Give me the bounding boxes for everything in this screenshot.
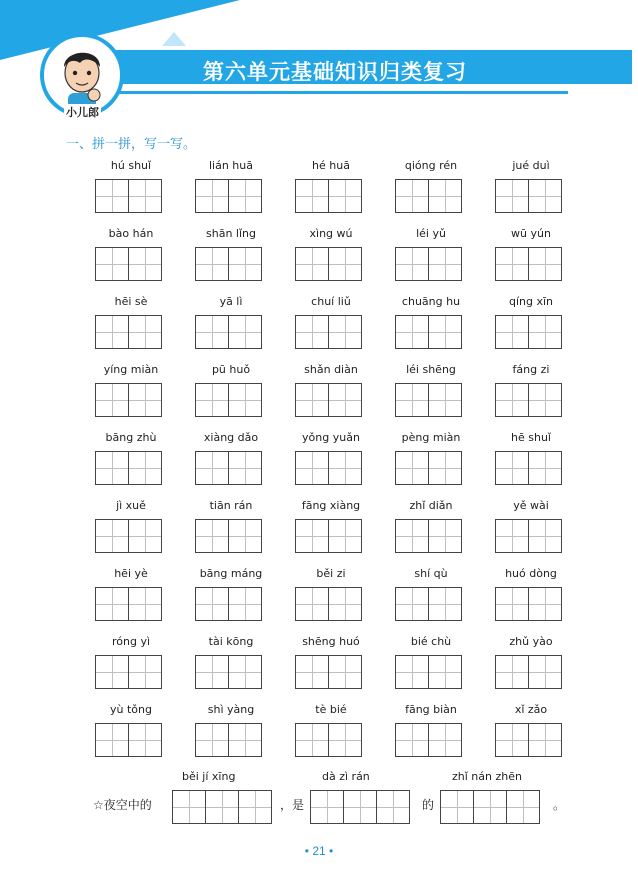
character-box[interactable] [495, 519, 529, 553]
character-box[interactable] [428, 451, 462, 485]
exercise-row [95, 428, 575, 496]
writing-boxes[interactable] [295, 723, 367, 757]
word-exercise [295, 428, 367, 485]
sentence-part-3: 的 [422, 798, 435, 812]
pinyin-label: shì yàng [207, 703, 255, 716]
pinyin-label: yǒng yuǎn [302, 431, 360, 444]
character-box[interactable] [195, 655, 229, 689]
character-box[interactable] [495, 383, 529, 417]
character-box[interactable] [495, 179, 529, 213]
pinyin-label: běi zi [316, 567, 346, 580]
word-exercise [195, 428, 267, 485]
character-box[interactable] [428, 247, 462, 281]
page-number: • 21 • [304, 844, 334, 858]
character-box[interactable] [128, 655, 162, 689]
writing-boxes[interactable] [495, 247, 567, 281]
writing-boxes[interactable] [195, 587, 267, 621]
character-box[interactable] [395, 723, 429, 757]
exercise-row [95, 360, 575, 428]
pinyin-label: jué duì [512, 159, 550, 172]
character-box[interactable] [428, 315, 462, 349]
pinyin-label: zhǔ yào [509, 635, 553, 648]
writing-boxes[interactable] [295, 451, 367, 485]
character-box[interactable] [428, 655, 462, 689]
sentence-answer-box-3[interactable] [440, 790, 539, 824]
character-box[interactable] [328, 519, 362, 553]
pinyin-label: wū yún [511, 227, 551, 240]
writing-boxes[interactable] [395, 451, 467, 485]
character-box[interactable] [128, 587, 162, 621]
word-exercise [95, 292, 167, 349]
pinyin-label: fāng xiàng [301, 499, 361, 512]
character-box[interactable] [295, 247, 329, 281]
character-box[interactable] [528, 315, 562, 349]
character-box[interactable] [128, 247, 162, 281]
exercise-row [95, 292, 575, 360]
sentence-pinyin-2: dà zì rán [322, 770, 370, 783]
writing-boxes[interactable] [495, 587, 567, 621]
character-box[interactable] [228, 723, 262, 757]
character-box[interactable] [128, 315, 162, 349]
pinyin-label: bié chù [410, 635, 452, 648]
pinyin-label: zhǐ diǎn [409, 499, 453, 512]
word-exercise [295, 224, 367, 281]
sentence-pinyin-3: zhǐ nán zhēn [452, 770, 522, 783]
word-exercise [195, 360, 267, 417]
pinyin-label: tiān rán [209, 499, 253, 512]
writing-boxes[interactable] [295, 587, 367, 621]
writing-boxes[interactable] [295, 247, 367, 281]
character-box[interactable] [95, 519, 129, 553]
word-exercise [295, 632, 367, 689]
character-box[interactable] [495, 723, 529, 757]
pinyin-label: shēng huó [302, 635, 360, 648]
writing-boxes[interactable] [95, 655, 167, 689]
word-exercise [295, 292, 367, 349]
pinyin-label: hēi sè [114, 295, 148, 308]
word-exercise [295, 156, 367, 213]
writing-boxes[interactable] [295, 655, 367, 689]
character-box[interactable] [295, 519, 329, 553]
writing-boxes[interactable] [295, 179, 367, 213]
pinyin-label: léi shēng [406, 363, 456, 376]
pinyin-label: róng yì [111, 635, 151, 648]
pinyin-label: fāng biàn [405, 703, 457, 716]
word-exercise [495, 428, 567, 485]
character-box[interactable] [395, 315, 429, 349]
word-exercise [195, 292, 267, 349]
character-box[interactable] [295, 383, 329, 417]
character-box[interactable] [395, 383, 429, 417]
word-exercise [395, 564, 467, 621]
writing-boxes[interactable] [295, 519, 367, 553]
word-exercise [395, 156, 467, 213]
word-exercise [295, 496, 367, 553]
word-exercise [195, 224, 267, 281]
word-exercise [95, 496, 167, 553]
writing-boxes[interactable] [195, 519, 267, 553]
pinyin-label: hēi yè [114, 567, 148, 580]
sentence-part-1: ☆夜空中的 [93, 798, 152, 812]
writing-boxes[interactable] [195, 247, 267, 281]
mascot-label: 小儿郎 [64, 104, 101, 120]
character-box[interactable] [228, 587, 262, 621]
bicycle-icon [124, 28, 194, 48]
exercise-row [95, 496, 575, 564]
character-box[interactable] [328, 655, 362, 689]
writing-boxes[interactable] [195, 179, 267, 213]
writing-boxes[interactable] [195, 383, 267, 417]
exercise-row [95, 700, 575, 768]
word-exercise [295, 564, 367, 621]
word-exercise [95, 428, 167, 485]
character-box[interactable] [128, 723, 162, 757]
character-box[interactable] [295, 655, 329, 689]
writing-boxes[interactable] [95, 587, 167, 621]
character-box[interactable] [428, 519, 462, 553]
writing-boxes[interactable] [95, 451, 167, 485]
character-box[interactable] [95, 247, 129, 281]
character-box[interactable] [128, 383, 162, 417]
word-exercise [195, 564, 267, 621]
exercise-row [95, 564, 575, 632]
pinyin-label: yě wài [513, 499, 549, 512]
character-box[interactable] [95, 451, 129, 485]
sentence-answer-box-1[interactable] [172, 790, 271, 824]
character-box[interactable] [395, 587, 429, 621]
writing-boxes[interactable] [495, 315, 567, 349]
character-box[interactable] [195, 247, 229, 281]
word-exercise [195, 156, 267, 213]
writing-boxes[interactable] [395, 519, 467, 553]
writing-boxes[interactable] [95, 519, 167, 553]
character-box[interactable] [328, 247, 362, 281]
pinyin-label: chuāng hu [401, 295, 461, 308]
word-exercise [395, 292, 467, 349]
pinyin-writing-grid [95, 156, 575, 768]
pinyin-label: léi yǔ [416, 227, 446, 240]
character-box[interactable] [328, 723, 362, 757]
character-box[interactable] [295, 587, 329, 621]
character-box[interactable] [328, 383, 362, 417]
pinyin-label: hú shuǐ [110, 159, 152, 172]
pinyin-label: lián huā [208, 159, 253, 172]
character-box[interactable] [528, 587, 562, 621]
character-box[interactable] [295, 315, 329, 349]
character-box[interactable] [128, 179, 162, 213]
sentence-part-4: 。 [553, 798, 566, 812]
boy-mascot-icon [44, 37, 120, 113]
pinyin-label: xìng wú [309, 227, 353, 240]
word-exercise [495, 700, 567, 757]
word-exercise [395, 428, 467, 485]
pinyin-label: yù tǒng [110, 703, 152, 716]
character-box[interactable] [528, 519, 562, 553]
pinyin-label: yā lì [219, 295, 243, 308]
word-exercise [295, 700, 367, 757]
pinyin-label: qíng xīn [508, 295, 554, 308]
pinyin-label: chuí liǔ [311, 295, 351, 308]
character-box[interactable] [195, 723, 229, 757]
character-box[interactable] [428, 587, 462, 621]
pinyin-label: bào hán [108, 227, 154, 240]
writing-boxes[interactable] [195, 655, 267, 689]
writing-boxes[interactable] [395, 723, 467, 757]
character-box[interactable] [528, 655, 562, 689]
character-box[interactable] [395, 451, 429, 485]
character-box[interactable] [195, 451, 229, 485]
pinyin-label: tè bié [315, 703, 347, 716]
writing-boxes[interactable] [295, 315, 367, 349]
word-exercise [295, 360, 367, 417]
word-exercise [395, 632, 467, 689]
word-exercise [495, 156, 567, 213]
sentence-part-2: ，是 [280, 798, 305, 812]
character-box[interactable] [228, 315, 262, 349]
pinyin-label: tài kōng [208, 635, 254, 648]
character-box[interactable] [95, 587, 129, 621]
character-box[interactable] [528, 723, 562, 757]
word-exercise [195, 700, 267, 757]
character-box[interactable] [295, 723, 329, 757]
writing-boxes[interactable] [495, 519, 567, 553]
title-underline [112, 91, 568, 94]
pinyin-label: bāng zhù [105, 431, 157, 444]
pinyin-label: shí qù [414, 567, 448, 580]
character-box[interactable] [95, 383, 129, 417]
word-exercise [395, 360, 467, 417]
writing-boxes[interactable] [495, 723, 567, 757]
character-box[interactable] [228, 247, 262, 281]
writing-boxes[interactable] [395, 655, 467, 689]
character-box[interactable] [495, 315, 529, 349]
character-box[interactable] [395, 247, 429, 281]
writing-boxes[interactable] [95, 383, 167, 417]
pinyin-label: xǐ zǎo [514, 703, 548, 716]
exercise-row [95, 224, 575, 292]
word-exercise [495, 360, 567, 417]
word-exercise [95, 156, 167, 213]
page-title: 第六单元基础知识归类复习 [203, 61, 467, 84]
word-exercise [395, 224, 467, 281]
writing-boxes[interactable] [395, 587, 467, 621]
exercise-row [95, 156, 575, 224]
word-exercise [495, 224, 567, 281]
word-exercise [195, 496, 267, 553]
character-box[interactable] [328, 587, 362, 621]
writing-boxes[interactable] [295, 383, 367, 417]
character-box[interactable] [395, 655, 429, 689]
word-exercise [95, 360, 167, 417]
section-heading: 一、拼一拼，写一写。 [66, 136, 197, 151]
character-box[interactable] [528, 247, 562, 281]
character-box[interactable] [228, 383, 262, 417]
character-box[interactable] [95, 315, 129, 349]
writing-boxes[interactable] [195, 315, 267, 349]
exercise-row [95, 632, 575, 700]
word-exercise [495, 632, 567, 689]
sentence-pinyin-1: běi jí xīng [182, 770, 236, 783]
writing-boxes[interactable] [195, 723, 267, 757]
character-box[interactable] [328, 315, 362, 349]
character-box[interactable] [195, 587, 229, 621]
writing-boxes[interactable] [395, 247, 467, 281]
writing-boxes[interactable] [495, 451, 567, 485]
word-exercise [95, 224, 167, 281]
character-box[interactable] [228, 655, 262, 689]
writing-boxes[interactable] [95, 179, 167, 213]
writing-boxes[interactable] [95, 247, 167, 281]
pinyin-label: jì xuě [116, 499, 146, 512]
character-box[interactable] [328, 451, 362, 485]
pinyin-label: shǎn diàn [304, 363, 358, 376]
word-exercise [495, 564, 567, 621]
character-box[interactable] [528, 451, 562, 485]
character-box[interactable] [295, 451, 329, 485]
character-box[interactable] [195, 519, 229, 553]
writing-boxes[interactable] [95, 723, 167, 757]
character-box[interactable] [495, 587, 529, 621]
pinyin-label: shān lǐng [206, 227, 256, 240]
pinyin-label: qióng rén [404, 159, 458, 172]
writing-boxes[interactable] [395, 315, 467, 349]
writing-boxes[interactable] [495, 179, 567, 213]
sentence-answer-box-2[interactable] [310, 790, 409, 824]
word-exercise [95, 564, 167, 621]
word-exercise [495, 496, 567, 553]
character-box[interactable] [295, 179, 329, 213]
pinyin-label: pèng miàn [401, 431, 461, 444]
pinyin-label: hé huā [312, 159, 350, 172]
character-box[interactable] [128, 451, 162, 485]
character-box[interactable] [395, 179, 429, 213]
writing-boxes[interactable] [395, 383, 467, 417]
character-box[interactable] [195, 179, 229, 213]
pinyin-label: xiàng dǎo [203, 431, 259, 444]
character-box[interactable] [95, 655, 129, 689]
character-box[interactable] [95, 723, 129, 757]
pinyin-label: fáng zi [512, 363, 550, 376]
writing-boxes[interactable] [495, 383, 567, 417]
character-box[interactable] [528, 383, 562, 417]
pinyin-label: hē shuǐ [511, 431, 551, 444]
character-box[interactable] [395, 519, 429, 553]
word-exercise [195, 632, 267, 689]
character-box[interactable] [228, 179, 262, 213]
word-exercise [395, 700, 467, 757]
character-box[interactable] [328, 179, 362, 213]
character-box[interactable] [195, 315, 229, 349]
character-box[interactable] [228, 519, 262, 553]
pinyin-label: pū huǒ [211, 363, 251, 376]
word-exercise [495, 292, 567, 349]
character-box[interactable] [428, 179, 462, 213]
character-box[interactable] [495, 451, 529, 485]
character-box[interactable] [428, 723, 462, 757]
writing-boxes[interactable] [95, 315, 167, 349]
character-box[interactable] [495, 655, 529, 689]
writing-boxes[interactable] [395, 179, 467, 213]
character-box[interactable] [428, 383, 462, 417]
word-exercise [95, 632, 167, 689]
character-box[interactable] [95, 179, 129, 213]
character-box[interactable] [495, 247, 529, 281]
pinyin-label: huó dòng [505, 567, 557, 580]
word-exercise [95, 700, 167, 757]
pinyin-label: bāng máng [199, 567, 263, 580]
writing-boxes[interactable] [195, 451, 267, 485]
character-box[interactable] [528, 179, 562, 213]
character-box[interactable] [128, 519, 162, 553]
character-box[interactable] [228, 451, 262, 485]
pinyin-label: yíng miàn [103, 363, 159, 376]
word-exercise [395, 496, 467, 553]
character-box[interactable] [195, 383, 229, 417]
writing-boxes[interactable] [495, 655, 567, 689]
